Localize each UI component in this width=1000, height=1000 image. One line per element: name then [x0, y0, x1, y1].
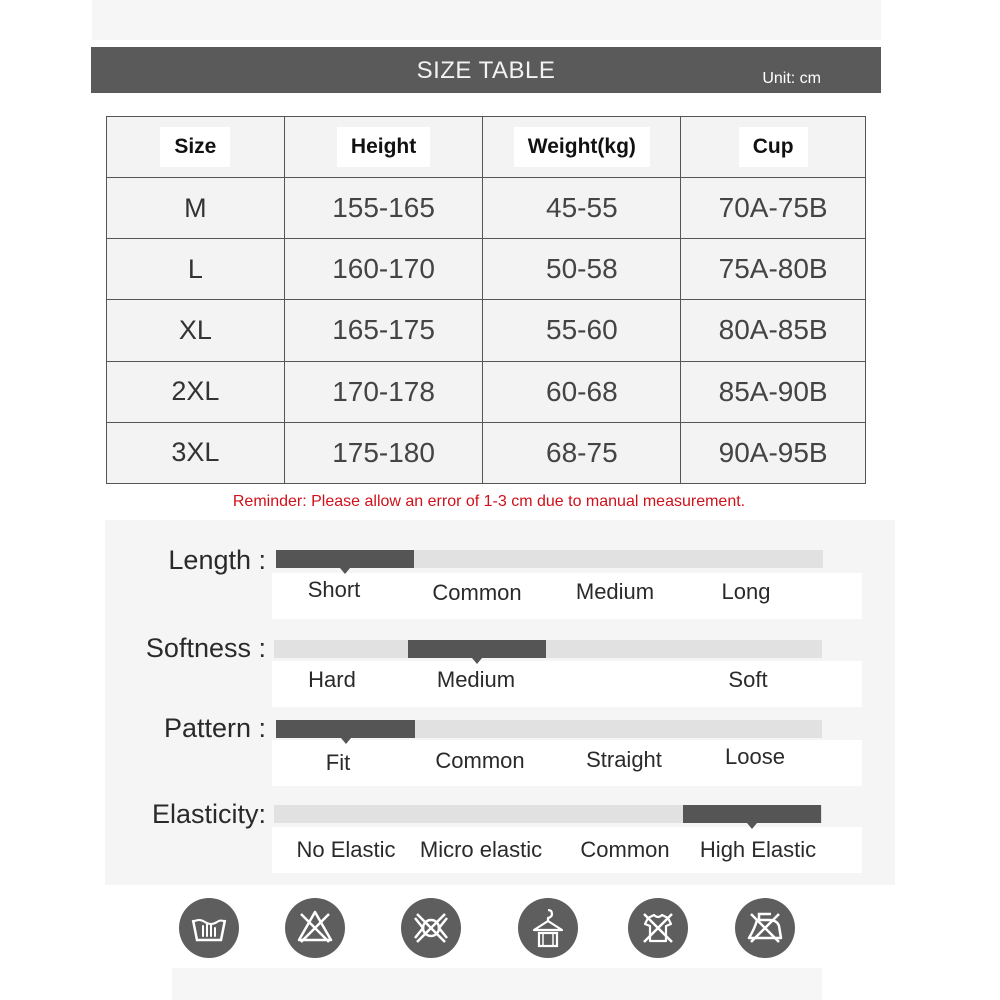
length-option-medium: Medium [575, 579, 655, 604]
elasticity-label: Elasticity: [151, 799, 266, 829]
cup-cell: 80A-85B [681, 300, 866, 361]
pattern-option-straight: Straight [586, 747, 662, 772]
elasticity-option-micro-elastic: Micro elastic [419, 837, 543, 862]
softness-option-hard: Hard [308, 667, 356, 692]
softness-option-medium: Medium [436, 667, 516, 692]
size-cell: M [107, 178, 285, 239]
do-not-tumble-dry-icon [401, 898, 461, 958]
do-not-iron-icon [735, 898, 795, 958]
column-header-size: Size [107, 117, 285, 178]
hang-dry-icon [518, 898, 578, 958]
softness-label: Softness : [145, 633, 266, 663]
top-background [92, 0, 881, 40]
length-indicator [276, 550, 414, 568]
elasticity-option-common: Common [580, 837, 670, 862]
length-track [276, 550, 823, 568]
table-row [107, 178, 866, 239]
pattern-option-loose: Loose [725, 744, 785, 769]
elasticity-option-no-elastic: No Elastic [296, 837, 396, 862]
length-option-common: Common [432, 580, 522, 605]
size-table [106, 116, 866, 484]
cup-cell: 90A-95B [681, 422, 866, 483]
care-instructions [0, 898, 1000, 960]
pattern-track [276, 720, 822, 738]
pattern-indicator [276, 720, 415, 738]
length-label: Length : [168, 545, 266, 575]
column-header-cup: Cup [681, 117, 866, 178]
height-cell: 155-165 [284, 178, 483, 239]
table-row [107, 361, 866, 422]
softness-options-background [272, 661, 862, 707]
size-table-title: SIZE TABLE [416, 57, 556, 84]
softness-track [274, 640, 822, 658]
weight-cell: 68-75 [483, 422, 681, 483]
length-option-short: Short [307, 577, 361, 602]
height-cell: 170-178 [284, 361, 483, 422]
size-cell: 3XL [107, 422, 285, 483]
cup-cell: 85A-90B [681, 361, 866, 422]
elasticity-track [274, 805, 822, 823]
hand-wash-icon [179, 898, 239, 958]
pattern-option-fit: Fit [325, 750, 351, 775]
cup-cell: 70A-75B [681, 178, 866, 239]
table-row [107, 239, 866, 300]
table-row [107, 422, 866, 483]
size-cell: L [107, 239, 285, 300]
bottom-background [172, 968, 822, 1000]
elasticity-indicator [683, 805, 821, 823]
length-option-long: Long [721, 579, 771, 604]
do-not-dry-clean-icon [628, 898, 688, 958]
weight-cell: 55-60 [483, 300, 681, 361]
size-cell: XL [107, 300, 285, 361]
softness-option-soft: Soft [728, 667, 768, 692]
do-not-bleach-icon [285, 898, 345, 958]
height-cell: 160-170 [284, 239, 483, 300]
column-header-weight: Weight(kg) [483, 117, 681, 178]
cup-cell: 75A-80B [681, 239, 866, 300]
softness-indicator [408, 640, 546, 658]
weight-cell: 60-68 [483, 361, 681, 422]
table-header-row [107, 117, 866, 178]
height-cell: 175-180 [284, 422, 483, 483]
measurement-reminder: Reminder: Please allow an error of 1-3 cm due to manual measurement. [120, 485, 858, 519]
size-cell: 2XL [107, 361, 285, 422]
column-header-height: Height [284, 117, 483, 178]
table-row [107, 300, 866, 361]
pattern-option-common: Common [435, 748, 525, 773]
weight-cell: 50-58 [483, 239, 681, 300]
elasticity-option-high-elastic: High Elastic [699, 837, 817, 862]
weight-cell: 45-55 [483, 178, 681, 239]
pattern-label: Pattern : [163, 713, 266, 743]
height-cell: 165-175 [284, 300, 483, 361]
unit-label: Unit: cm [762, 70, 821, 87]
size-table-header [91, 47, 881, 93]
length-options-background [272, 573, 862, 619]
